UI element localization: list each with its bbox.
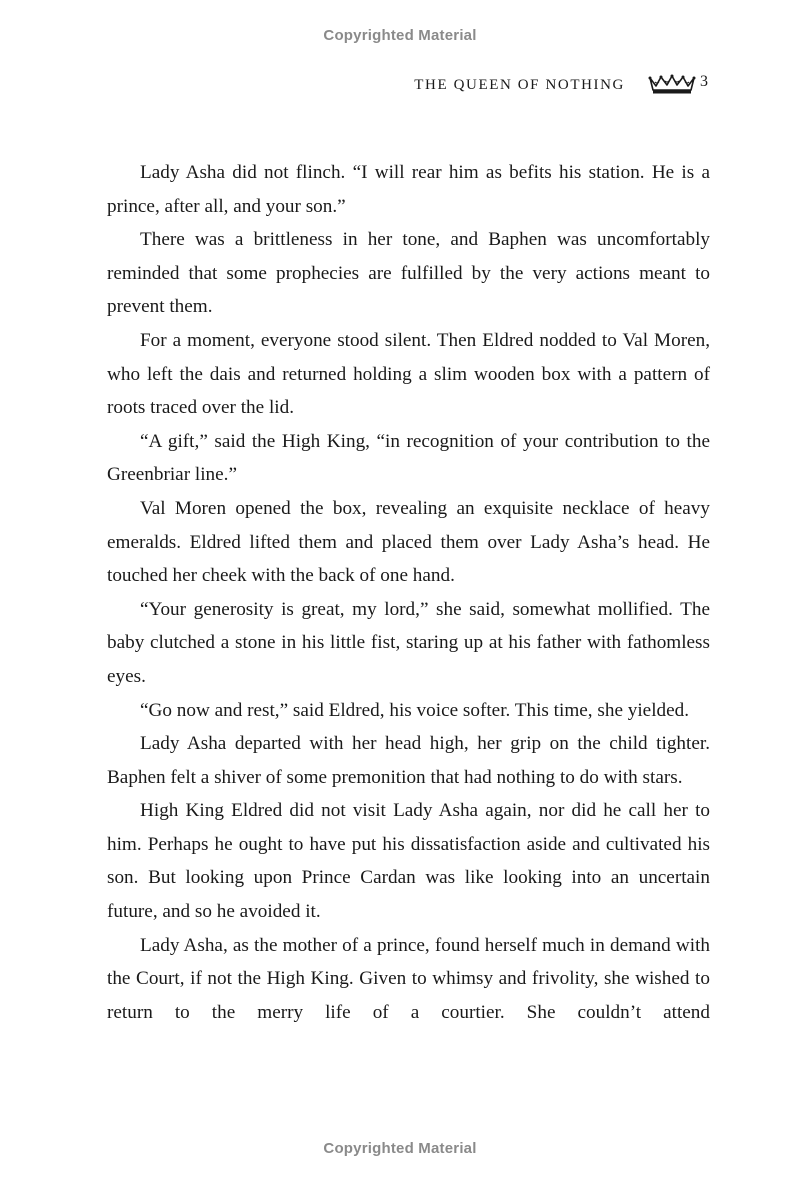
paragraph: High King Eldred did not visit Lady Asha again, nor did he call her to him. Perhaps he ought to have put his dissatisfaction aside and cultivated his son. But looking upon Prince Cardan was like looking into an uncertain future, and so he avoided it. <box>107 800 710 923</box>
paragraph: Lady Asha did not flinch. “I will rear him as befits his station. He is a prince, after all, and your son.” <box>107 162 710 217</box>
copyright-watermark-top: Copyrighted Material <box>323 27 477 44</box>
paragraph: “A gift,” said the High King, “in recognition of your contribution to the Greenbriar line.” <box>107 430 710 486</box>
body-text <box>107 156 710 1029</box>
paragraph: There was a brittleness in her tone, and Baphen was uncomfortably reminded that some prophecies are fulfilled by the very actions meant to prevent them. <box>107 229 710 318</box>
paragraph: Lady Asha, as the mother of a prince, found herself much in demand with the Court, if not the High King. Given to whimsy and frivolity, she wished to return to the merry life of a courtier. She couldn’t attend <box>107 934 710 1023</box>
paragraph: “Go now and rest,” said Eldred, his voice softer. This time, she yielded. <box>140 699 690 721</box>
page-number: 3 <box>700 73 708 90</box>
crown-icon <box>647 74 697 96</box>
paragraph: “Your generosity is great, my lord,” she said, somewhat mollified. The baby clutched a stone in his little fist, staring up at his father with fathomless eyes. <box>107 598 710 687</box>
paragraph: Lady Asha departed with her head high, her grip on the child tighter. Baphen felt a shiver of some premonition that had nothing to do with stars. <box>107 733 710 788</box>
running-title: THE QUEEN OF NOTHING <box>414 76 625 93</box>
copyright-watermark-bottom: Copyrighted Material <box>323 1140 477 1157</box>
running-head <box>414 74 709 96</box>
paragraph: Val Moren opened the box, revealing an exquisite necklace of heavy emeralds. Eldred lifted them and placed them over Lady Asha’s head. He touched her cheek with the back of one hand. <box>107 497 710 587</box>
paragraph: For a moment, everyone stood silent. Then Eldred nodded to Val Moren, who left the dais and returned holding a slim wooden box with a pattern of roots traced over the lid. <box>107 329 710 419</box>
